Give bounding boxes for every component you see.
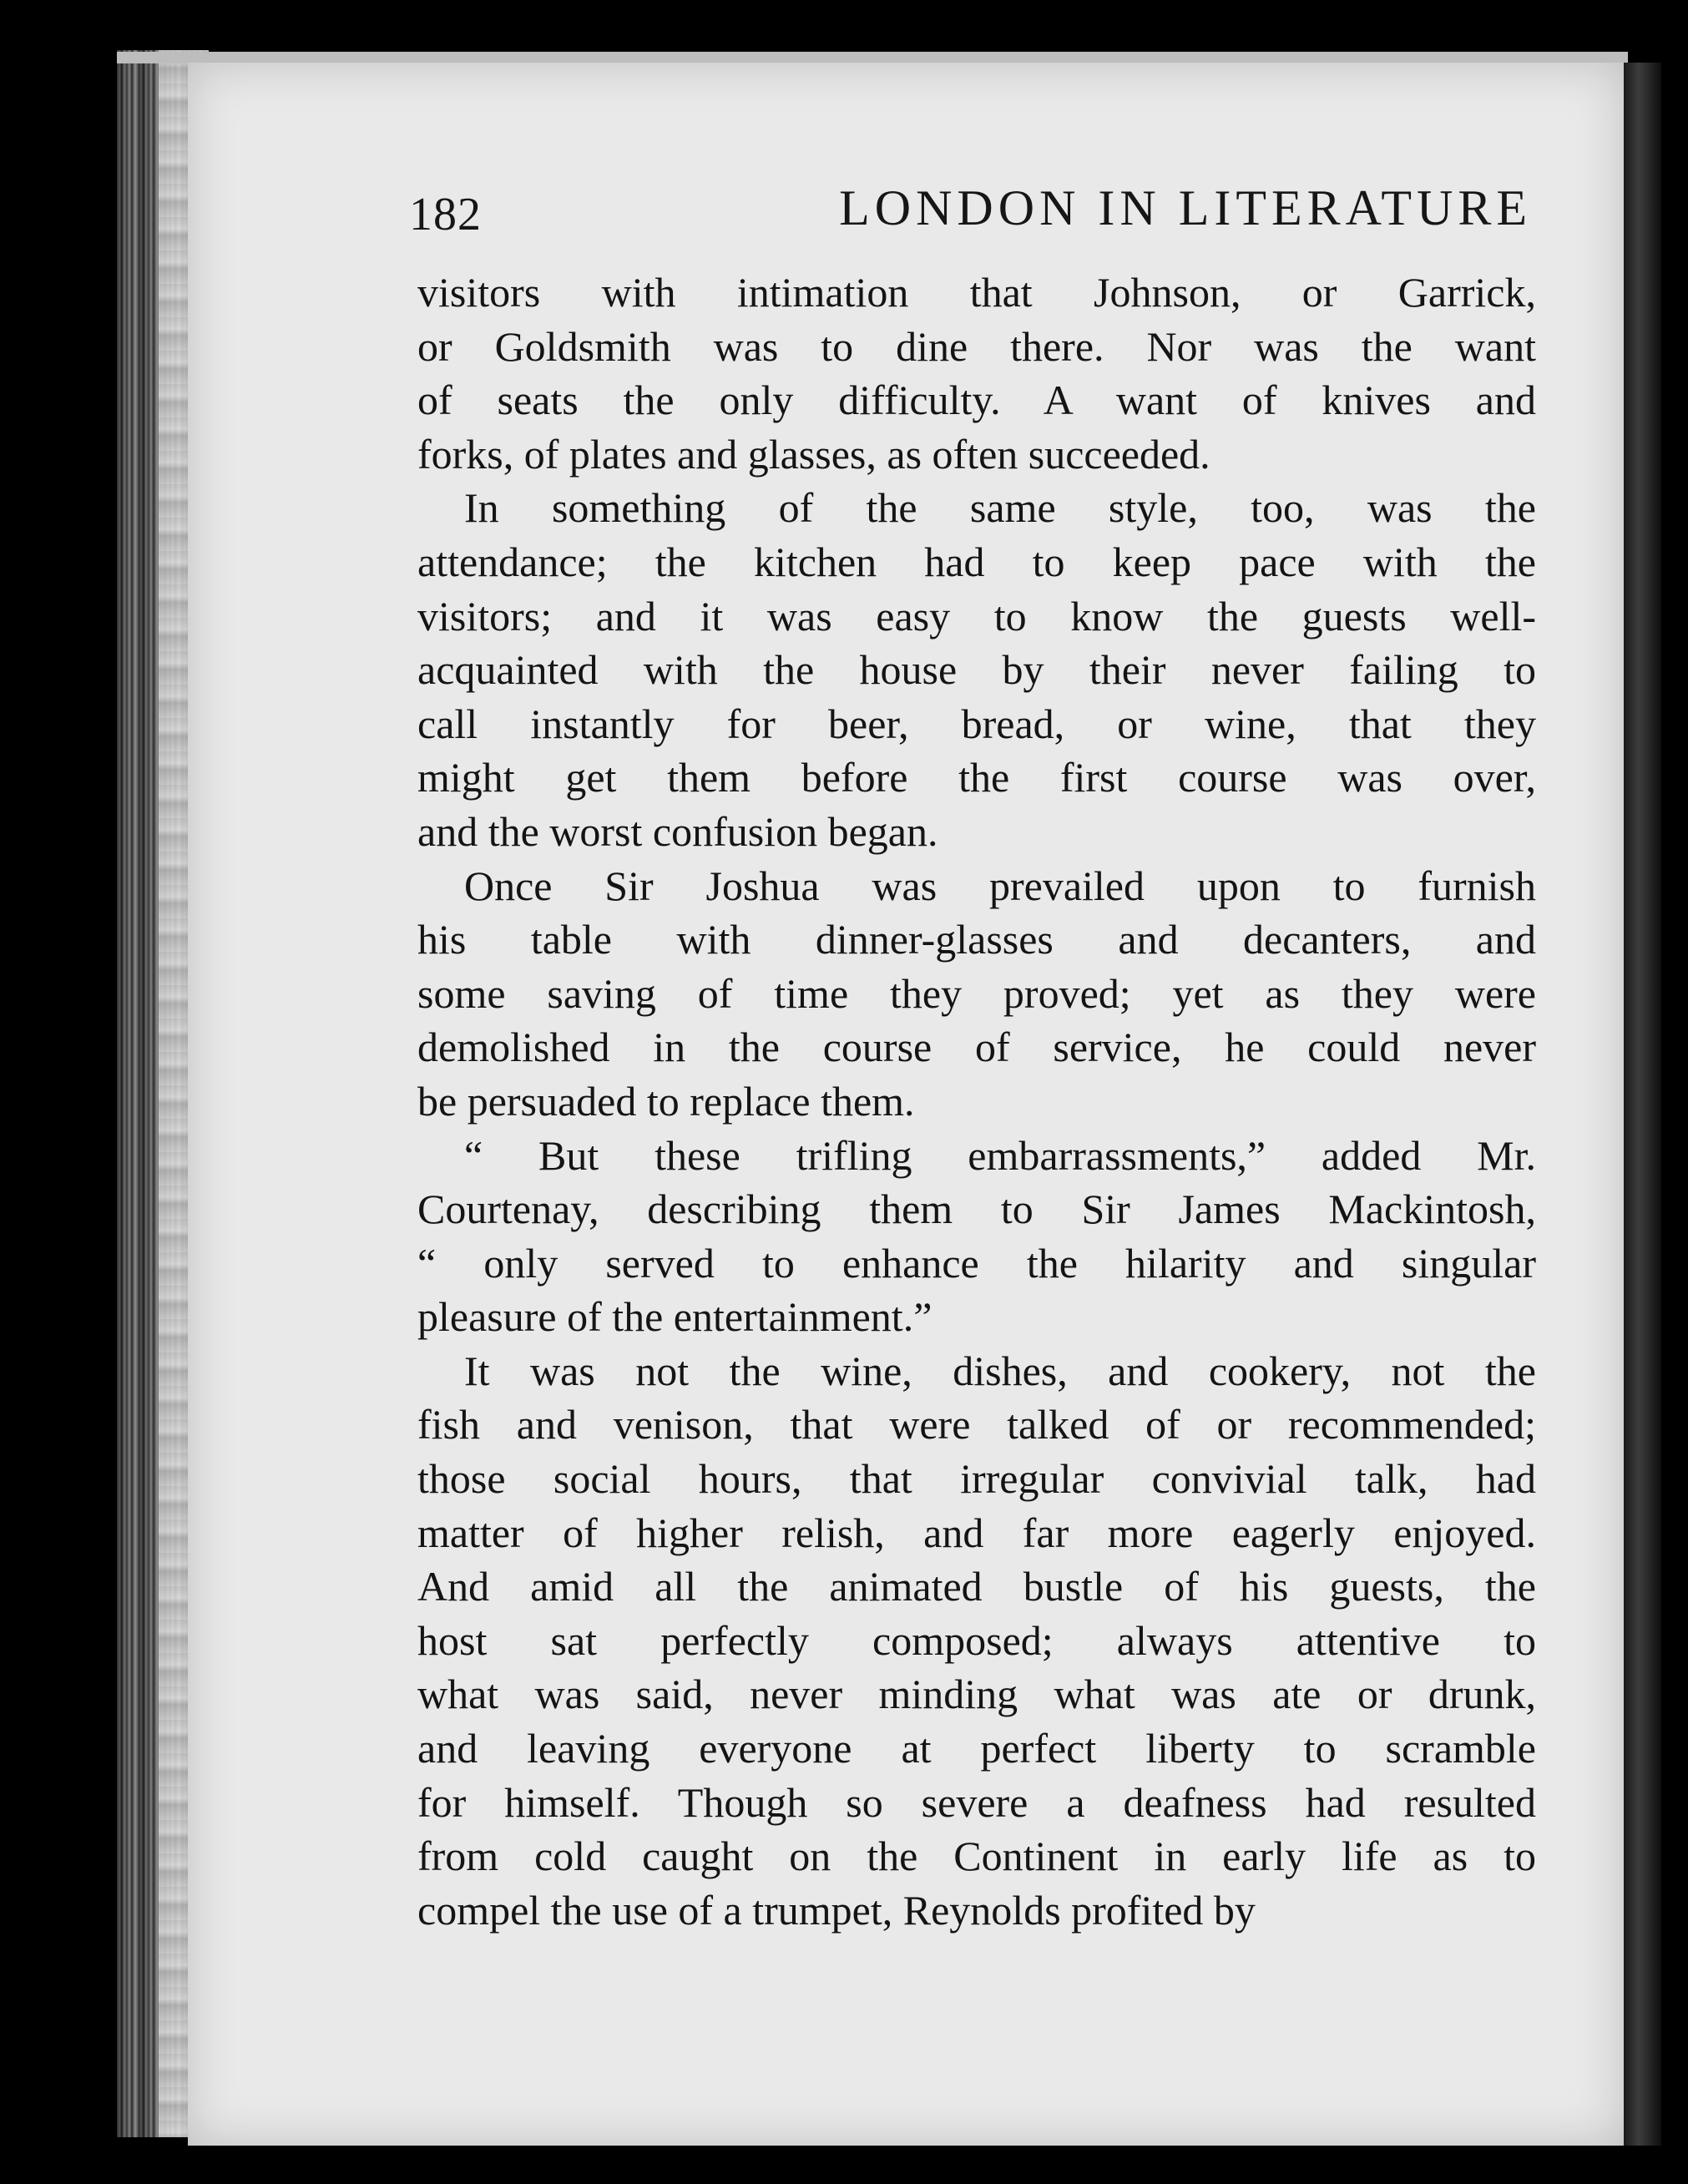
text-line: those social hours, that irregular convivial talk, had — [417, 1455, 1536, 1503]
text-line: what was said, never minding what was ate or drunk, — [417, 1671, 1536, 1718]
text-line: of seats the only difficulty. A want of knives and — [417, 377, 1536, 424]
text-line: host sat perfectly composed; always attentive to — [417, 1616, 1536, 1664]
text-line: visitors with intimation that Johnson, or Garrick, — [417, 269, 1536, 316]
text-line: fish and venison, that were talked of or recommended; — [417, 1401, 1536, 1448]
text-line: be persuaded to replace them. — [417, 1077, 915, 1125]
page-top-edge — [117, 52, 1628, 63]
text-line: his table with dinner-glasses and decanters, and — [417, 916, 1536, 963]
text-line: some saving of time they proved; yet as they were — [417, 969, 1536, 1017]
text-line: from cold caught on the Continent in early life as to — [417, 1833, 1536, 1880]
text-line: Courtenay, describing them to Sir James Mackintosh, — [417, 1186, 1536, 1233]
text-line: and the worst confusion began. — [417, 807, 938, 855]
page-number: 182 — [409, 189, 482, 240]
text-line: Once Sir Joshua was prevailed upon to furnish — [464, 862, 1536, 909]
text-line: or Goldsmith was to dine there. Nor was the want — [417, 322, 1536, 370]
text-line: pleasure of the entertainment.” — [417, 1293, 932, 1341]
text-line: “ only served to enhance the hilarity and singular — [417, 1239, 1536, 1287]
page-header — [409, 179, 1532, 238]
text-line: call instantly for beer, bread, or wine, that they — [417, 700, 1536, 747]
paragraph — [417, 481, 1536, 858]
text-line: acquainted with the house by their never failing to — [417, 646, 1536, 694]
text-line: attendance; the kitchen had to keep pace with the — [417, 538, 1536, 585]
text-line: It was not the wine, dishes, and cookery, not the — [464, 1347, 1536, 1394]
body-text — [417, 265, 1536, 1937]
text-line: might get them before the first course was over, — [417, 754, 1536, 801]
paragraph — [417, 1129, 1536, 1344]
text-line: and leaving everyone at perfect liberty to scramble — [417, 1725, 1536, 1772]
text-line: compel the use of a trumpet, Reynolds profited by — [417, 1886, 1256, 1934]
text-line: And amid all the animated bustle of his guests, the — [417, 1563, 1536, 1610]
paragraph — [417, 859, 1536, 1129]
running-head: LONDON IN LITERATURE — [839, 180, 1532, 235]
text-line: “ But these trifling embarrassments,” added Mr. — [464, 1131, 1536, 1179]
page-right-edge — [1624, 63, 1661, 2146]
text-line: for himself. Though so severe a deafness had resulted — [417, 1778, 1536, 1826]
paragraph — [417, 265, 1536, 481]
paragraph — [417, 1344, 1536, 1938]
text-line: forks, of plates and glasses, as often succeeded. — [417, 430, 1210, 478]
text-line: demolished in the course of service, he could never — [417, 1024, 1536, 1071]
text-line: In something of the same style, too, was the — [464, 484, 1536, 532]
text-line: matter of higher relish, and far more eagerly enjoyed. — [417, 1509, 1536, 1556]
text-line: visitors; and it was easy to know the guests well- — [417, 592, 1536, 640]
